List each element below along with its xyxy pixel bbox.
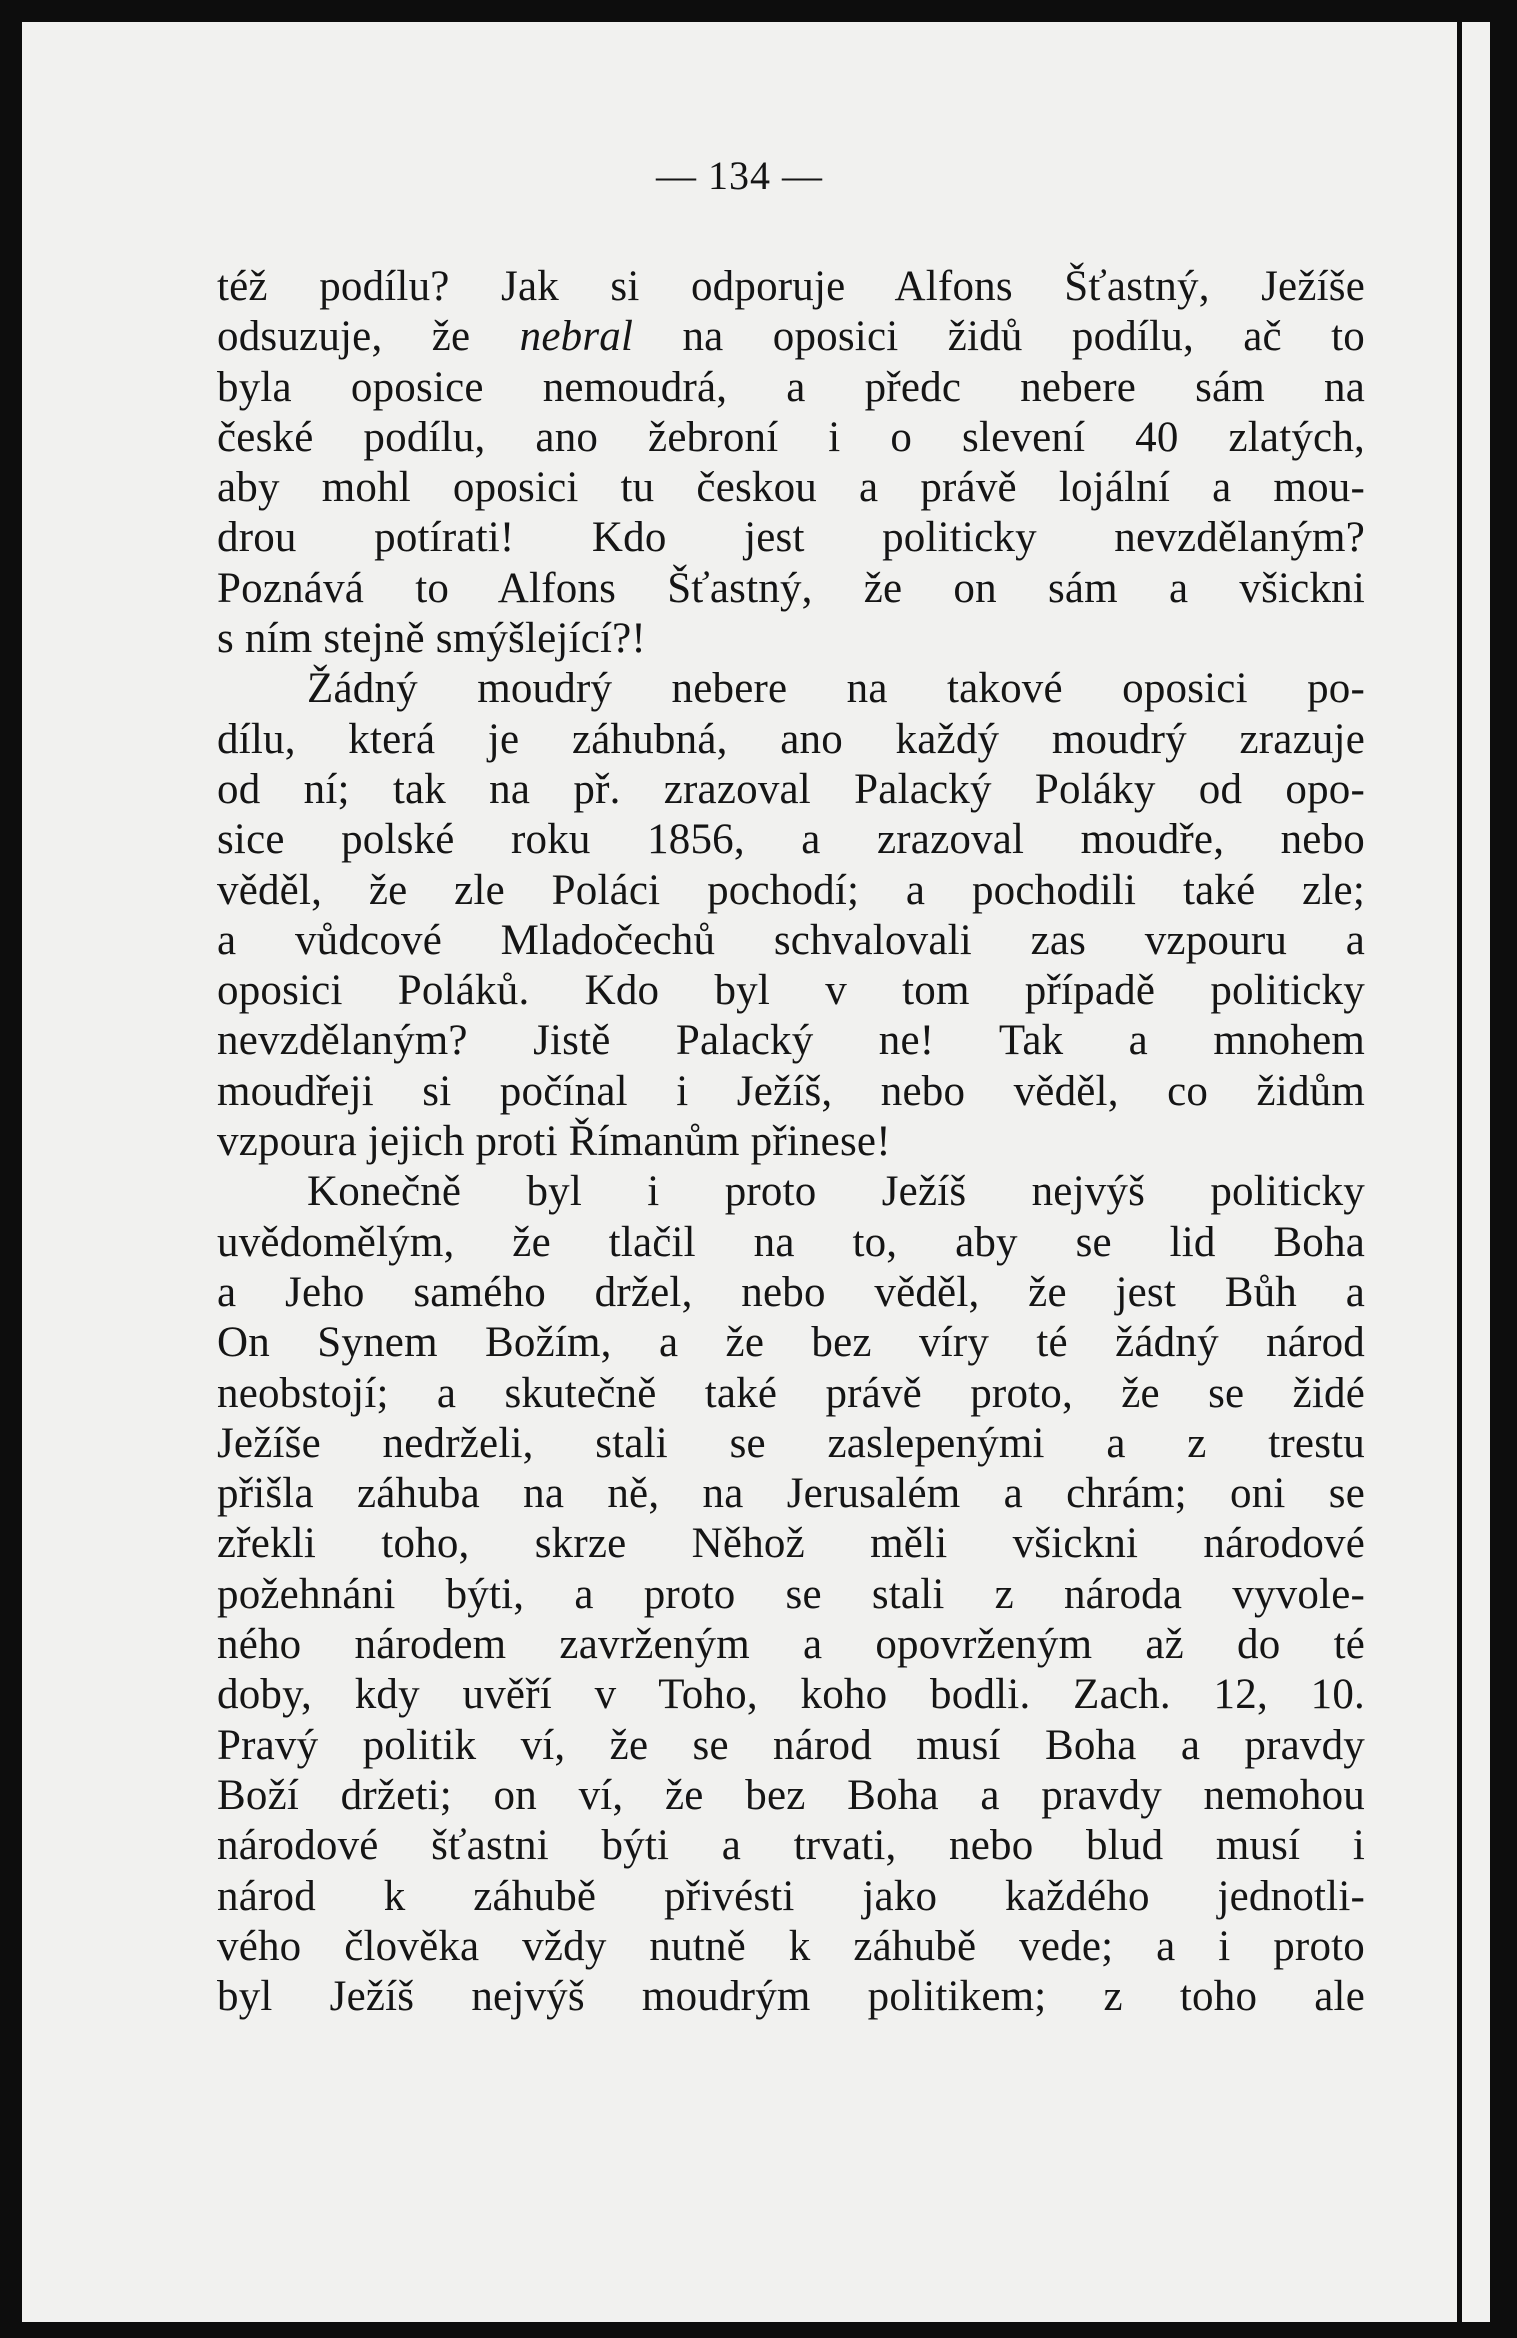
text-line: On Synem Božím, a že bez víry té žádný národ bbox=[217, 1319, 1365, 1367]
body-text bbox=[217, 262, 1365, 2022]
text-line: sice polské roku 1856, a zrazoval moudře, nebo bbox=[217, 816, 1365, 864]
text-line: neobstojí; a skutečně také právě proto, že se židé bbox=[217, 1369, 1365, 1417]
text-line: uvědomělým, že tlačil na to, aby se lid Boha bbox=[217, 1218, 1365, 1266]
text-line: a Jeho samého držel, nebo věděl, že jest Bůh a bbox=[217, 1268, 1365, 1316]
text-line: od ní; tak na př. zrazoval Palacký Poláky od opo- bbox=[217, 765, 1365, 813]
text-line: ného národem zavrženým a opovrženým až do té bbox=[217, 1621, 1365, 1669]
paragraph-start-line: Žádný moudrý nebere na takové oposici po- bbox=[307, 665, 1365, 713]
text-line: věděl, že zle Poláci pochodí; a pochodili také zle; bbox=[217, 866, 1365, 914]
text-line: byla oposice nemoudrá, a předc nebere sám na bbox=[217, 363, 1365, 411]
text-line: Ježíše nedrželi, stali se zaslepenými a z trestu bbox=[217, 1419, 1365, 1467]
text-line: moudřeji si počínal i Ježíš, nebo věděl, co židům bbox=[217, 1067, 1365, 1115]
text-line: drou potírati! Kdo jest politicky nevzdělaným? bbox=[217, 514, 1365, 562]
page-number: — 134 — bbox=[656, 153, 823, 198]
text-line: národové šťastni býti a trvati, nebo blud musí i bbox=[217, 1822, 1365, 1870]
text-line: přišla záhuba na ně, na Jerusalém a chrám; oni se bbox=[217, 1470, 1365, 1518]
text-line: a vůdcové Mladočechů schvalovali zas vzpouru a bbox=[217, 916, 1365, 964]
text-line: byl Ježíš nejvýš moudrým politikem; z toho ale bbox=[217, 1973, 1365, 2021]
text-line: Poznává to Alfons Šťastný, že on sám a všickni bbox=[217, 564, 1365, 612]
text-line: aby mohl oposici tu českou a právě lojální a mou- bbox=[217, 464, 1365, 512]
text-line: vzpoura jejich proti Římanům přinese! bbox=[217, 1118, 891, 1166]
text-line-with-italic: odsuzuje, že nebral na oposici židů podílu, ač to bbox=[217, 313, 1365, 361]
text-line: Pravý politik ví, že se národ musí Boha a pravdy bbox=[217, 1721, 1365, 1769]
paragraph-start-line: Konečně byl i proto Ježíš nejvýš politicky bbox=[307, 1168, 1365, 1216]
text-line: národ k záhubě přivésti jako každého jednotli- bbox=[217, 1872, 1365, 1920]
text-line: oposici Poláků. Kdo byl v tom případě politicky bbox=[217, 967, 1365, 1015]
text-line: s ním stejně smýšlející?! bbox=[217, 615, 646, 663]
text-line: doby, kdy uvěří v Toho, koho bodli. Zach. 12, 10. bbox=[217, 1671, 1365, 1719]
text-line: dílu, která je záhubná, ano každý moudrý zrazuje bbox=[217, 715, 1365, 763]
adjacent-page-edge bbox=[1462, 22, 1490, 2322]
text-line: požehnáni býti, a proto se stali z národa vyvole- bbox=[217, 1570, 1365, 1618]
text-line: též podílu? Jak si odporuje Alfons Šťastný, Ježíše bbox=[217, 263, 1365, 310]
text-line: zřekli toho, skrze Něhož měli všickni národové bbox=[217, 1520, 1365, 1568]
text-line: české podílu, ano žebroní i o slevení 40 zlatých, bbox=[217, 413, 1365, 461]
text-line: nevzdělaným? Jistě Palacký ne! Tak a mnohem bbox=[217, 1017, 1365, 1065]
text-line: vého člověka vždy nutně k záhubě vede; a i proto bbox=[217, 1922, 1365, 1970]
book-page bbox=[22, 22, 1457, 2322]
text-line: Boží držeti; on ví, že bez Boha a pravdy nemohou bbox=[217, 1771, 1365, 1819]
